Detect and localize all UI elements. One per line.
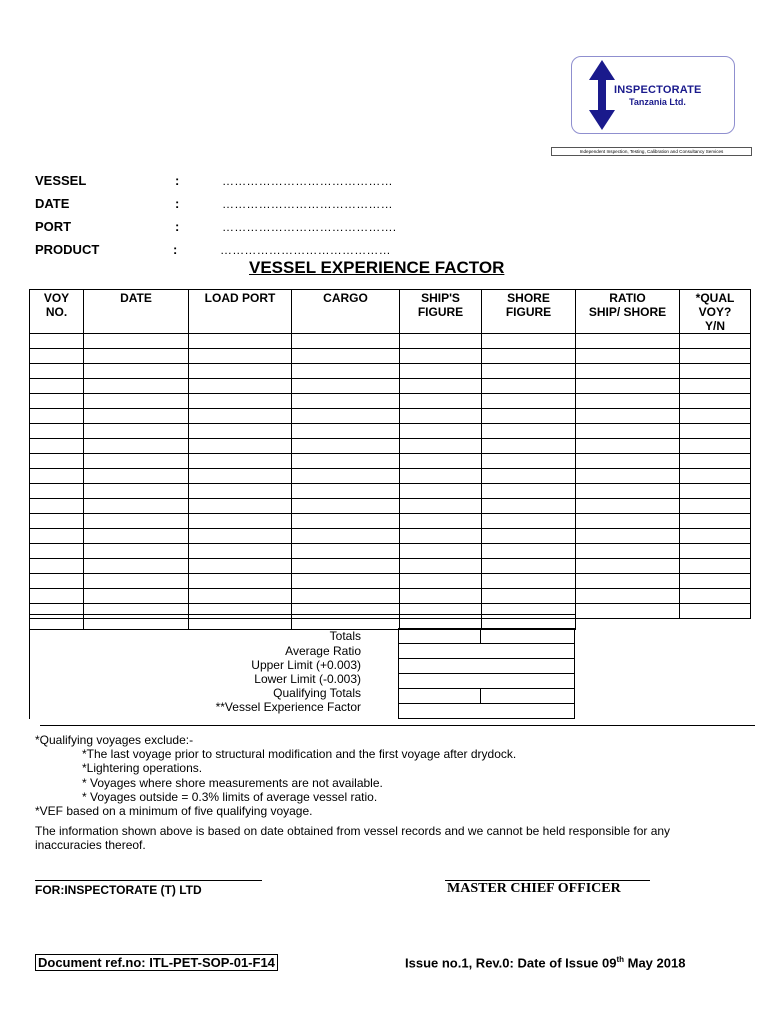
table-cell[interactable] — [189, 484, 292, 499]
table-cell[interactable] — [30, 529, 84, 544]
table-row — [30, 334, 751, 349]
table-cell[interactable] — [84, 349, 189, 364]
table-cell[interactable] — [400, 559, 482, 574]
table-cell[interactable] — [576, 349, 680, 364]
table-cell[interactable] — [680, 364, 751, 379]
table-row — [30, 544, 751, 559]
table-cell[interactable] — [189, 349, 292, 364]
table-row — [30, 574, 751, 589]
table-cell[interactable] — [576, 394, 680, 409]
lower-limit-field[interactable] — [398, 673, 575, 689]
table-cell[interactable] — [482, 544, 576, 559]
table-cell[interactable] — [400, 574, 482, 589]
issue-info: Issue no.1, Rev.0: Date of Issue 09th May 2018 — [405, 955, 686, 971]
table-cell[interactable] — [576, 454, 680, 469]
table-cell[interactable] — [30, 499, 84, 514]
table-cell[interactable] — [680, 334, 751, 349]
table-cell[interactable] — [189, 424, 292, 439]
table-row — [30, 349, 751, 364]
table-cell[interactable] — [576, 544, 680, 559]
col-header-voy-no: VOY NO. — [30, 290, 84, 334]
table-cell[interactable] — [30, 349, 84, 364]
table-header-row — [30, 290, 751, 334]
totals-label: Totals — [329, 629, 361, 643]
table-cell[interactable] — [292, 394, 400, 409]
table-cell[interactable] — [482, 379, 576, 394]
table-cell[interactable] — [30, 334, 84, 349]
table-cell[interactable] — [189, 615, 292, 630]
table-cell[interactable] — [680, 439, 751, 454]
table-cell[interactable] — [482, 559, 576, 574]
col-header-ratio: RATIO SHIP/ SHORE — [576, 290, 680, 334]
table-cell[interactable] — [84, 424, 189, 439]
form-title: VESSEL EXPERIENCE FACTOR — [249, 258, 505, 277]
table-cell[interactable] — [189, 544, 292, 559]
table-cell[interactable] — [482, 574, 576, 589]
table-cell[interactable] — [482, 529, 576, 544]
col-header-qual-voy: *QUAL VOY? Y/N — [680, 290, 751, 334]
notes-heading: *Qualifying voyages exclude:- — [35, 733, 194, 747]
table-cell[interactable] — [189, 529, 292, 544]
logo-subtitle: Tanzania Ltd. — [629, 97, 686, 107]
table-row — [30, 469, 751, 484]
table-cell[interactable] — [84, 574, 189, 589]
table-cell[interactable] — [30, 454, 84, 469]
table-cell[interactable] — [400, 469, 482, 484]
ships-total-field[interactable] — [398, 628, 481, 644]
average-ratio-field[interactable] — [398, 643, 575, 659]
table-cell[interactable] — [84, 364, 189, 379]
table-cell[interactable] — [30, 514, 84, 529]
table-cell[interactable] — [30, 409, 84, 424]
table-cell[interactable] — [292, 615, 400, 630]
table-cell[interactable] — [482, 589, 576, 604]
table-cell[interactable] — [482, 349, 576, 364]
table-cell[interactable] — [680, 454, 751, 469]
table-cell[interactable] — [292, 424, 400, 439]
table-cell[interactable] — [680, 589, 751, 604]
document-reference: Document ref.no: ITL-PET-SOP-01-F14 — [35, 954, 278, 971]
col-header-date: DATE — [84, 290, 189, 334]
table-cell[interactable] — [30, 559, 84, 574]
qualifying-shore-total-field[interactable] — [480, 688, 575, 704]
table-cell[interactable] — [576, 364, 680, 379]
table-cell[interactable] — [680, 484, 751, 499]
upper-limit-label: Upper Limit (+0.003) — [251, 658, 361, 672]
table-cell[interactable] — [680, 469, 751, 484]
note-item: * Voyages outside = 0.3% limits of average vessel ratio. — [82, 790, 378, 804]
vessel-label: VESSEL — [35, 173, 87, 188]
table-row — [30, 364, 751, 379]
table-cell[interactable] — [680, 349, 751, 364]
lower-limit-label: Lower Limit (-0.003) — [254, 672, 361, 686]
table-cell[interactable] — [189, 409, 292, 424]
table-cell[interactable] — [30, 439, 84, 454]
table-cell[interactable] — [292, 544, 400, 559]
table-cell[interactable] — [292, 529, 400, 544]
table-cell[interactable] — [400, 439, 482, 454]
table-cell[interactable] — [482, 394, 576, 409]
table-cell[interactable] — [400, 514, 482, 529]
table-row — [30, 499, 751, 514]
product-colon: : — [173, 242, 178, 257]
table-row — [30, 439, 751, 454]
table-cell[interactable] — [680, 604, 751, 619]
table-cell[interactable] — [84, 615, 189, 630]
note-item: *The last voyage prior to structural modification and the first voyage after drydock. — [82, 747, 517, 761]
date-fill-line[interactable]: …………………………………… — [222, 197, 393, 211]
table-cell[interactable] — [400, 454, 482, 469]
table-cell[interactable] — [400, 379, 482, 394]
table-cell[interactable] — [189, 589, 292, 604]
table-row — [30, 529, 751, 544]
table-cell[interactable] — [482, 514, 576, 529]
section-divider — [40, 725, 755, 726]
table-cell[interactable] — [400, 589, 482, 604]
table-row — [30, 589, 751, 604]
table-cell[interactable] — [292, 469, 400, 484]
table-cell[interactable] — [30, 424, 84, 439]
shore-total-field[interactable] — [480, 628, 575, 644]
table-cell[interactable] — [680, 424, 751, 439]
table-cell[interactable] — [482, 409, 576, 424]
port-fill-line[interactable]: ……………………………………. — [222, 220, 397, 234]
table-cell[interactable] — [400, 394, 482, 409]
table-cell[interactable] — [680, 514, 751, 529]
table-cell[interactable] — [680, 379, 751, 394]
table-cell[interactable] — [189, 439, 292, 454]
vef-field[interactable] — [398, 703, 575, 719]
table-cell[interactable] — [576, 574, 680, 589]
table-cell[interactable] — [292, 499, 400, 514]
table-cell[interactable] — [576, 499, 680, 514]
master-signature-label: MASTER CHIEF OFFICER — [447, 881, 621, 896]
table-cell[interactable] — [30, 484, 84, 499]
vessel-colon: : — [175, 173, 180, 188]
table-cell[interactable] — [576, 529, 680, 544]
qualifying-totals-label: Qualifying Totals — [273, 686, 361, 700]
table-cell[interactable] — [84, 409, 189, 424]
table-cell[interactable] — [189, 469, 292, 484]
date-label: DATE — [35, 196, 70, 211]
table-cell[interactable] — [576, 424, 680, 439]
table-cell[interactable] — [189, 379, 292, 394]
table-cell[interactable] — [30, 469, 84, 484]
port-colon: : — [175, 219, 180, 234]
table-cell[interactable] — [30, 364, 84, 379]
qualifying-ships-total-field[interactable] — [398, 688, 481, 704]
table-cell[interactable] — [482, 469, 576, 484]
logo-tagline: Independent Inspection, Testing, Calibration and Consultancy Services — [551, 147, 752, 156]
inspectorate-signature-line[interactable] — [35, 880, 262, 881]
table-cell[interactable] — [680, 409, 751, 424]
table-cell[interactable] — [84, 469, 189, 484]
table-cell[interactable] — [482, 454, 576, 469]
logo-name: INSPECTORATE — [614, 84, 702, 96]
table-cell[interactable] — [84, 454, 189, 469]
port-label: PORT — [35, 219, 72, 234]
table-cell[interactable] — [292, 334, 400, 349]
table-cell[interactable] — [189, 364, 292, 379]
table-cell[interactable] — [576, 559, 680, 574]
table-cell[interactable] — [400, 349, 482, 364]
table-cell[interactable] — [84, 379, 189, 394]
product-label: PRODUCT — [35, 242, 100, 257]
table-cell[interactable] — [482, 499, 576, 514]
table-cell[interactable] — [189, 334, 292, 349]
table-cell[interactable] — [576, 469, 680, 484]
table-cell[interactable] — [292, 454, 400, 469]
table-cell[interactable] — [482, 334, 576, 349]
table-cell[interactable] — [576, 604, 680, 619]
table-cell[interactable] — [189, 454, 292, 469]
table-cell[interactable] — [482, 484, 576, 499]
table-cell[interactable] — [292, 439, 400, 454]
product-fill-line[interactable]: …………………………………… — [220, 243, 391, 257]
table-cell[interactable] — [30, 544, 84, 559]
table-cell[interactable] — [292, 574, 400, 589]
table-cell[interactable] — [189, 499, 292, 514]
table-row — [30, 424, 751, 439]
table-cell[interactable] — [680, 544, 751, 559]
table-cell[interactable] — [84, 544, 189, 559]
table-cell[interactable] — [292, 349, 400, 364]
col-header-ships-figure: SHIP'S FIGURE — [400, 290, 482, 334]
table-cell[interactable] — [292, 559, 400, 574]
table-row — [30, 559, 751, 574]
table-cell[interactable] — [84, 439, 189, 454]
table-cell[interactable] — [292, 409, 400, 424]
table-cell[interactable] — [84, 529, 189, 544]
table-cell[interactable] — [292, 364, 400, 379]
table-cell[interactable] — [30, 574, 84, 589]
table-cell[interactable] — [400, 484, 482, 499]
table-cell[interactable] — [30, 615, 84, 630]
note-item: *Lightering operations. — [82, 761, 203, 775]
upper-limit-field[interactable] — [398, 658, 575, 674]
note-item: * Voyages where shore measurements are not available. — [82, 776, 383, 790]
col-header-cargo: CARGO — [292, 290, 400, 334]
table-cell[interactable] — [292, 379, 400, 394]
inspectorate-signature-label: FOR:INSPECTORATE (T) LTD — [35, 883, 202, 897]
table-cell[interactable] — [189, 574, 292, 589]
table-cell[interactable] — [400, 499, 482, 514]
table-cell[interactable] — [680, 559, 751, 574]
table-cell[interactable] — [482, 424, 576, 439]
table-cell[interactable] — [84, 394, 189, 409]
table-cell[interactable] — [30, 589, 84, 604]
table-cell[interactable] — [482, 439, 576, 454]
vessel-fill-line[interactable]: …………………………………… — [222, 174, 393, 188]
table-cell[interactable] — [189, 394, 292, 409]
table-cell[interactable] — [292, 484, 400, 499]
table-row — [30, 484, 751, 499]
table-cell[interactable] — [576, 484, 680, 499]
table-cell[interactable] — [84, 559, 189, 574]
table-cell[interactable] — [400, 529, 482, 544]
disclaimer-line-2: inaccuracies thereof. — [35, 838, 146, 852]
table-cell[interactable] — [576, 409, 680, 424]
table-cell[interactable] — [680, 499, 751, 514]
table-cell[interactable] — [189, 559, 292, 574]
table-row — [30, 409, 751, 424]
table-cell[interactable] — [400, 364, 482, 379]
table-cell[interactable] — [482, 364, 576, 379]
table-cell[interactable] — [576, 334, 680, 349]
average-ratio-label: Average Ratio — [285, 644, 361, 658]
table-cell[interactable] — [576, 589, 680, 604]
vef-label: **Vessel Experience Factor — [215, 700, 361, 714]
table-cell[interactable] — [84, 514, 189, 529]
col-header-shore-figure: SHORE FIGURE — [482, 290, 576, 334]
table-cell[interactable] — [292, 514, 400, 529]
table-cell[interactable] — [576, 514, 680, 529]
date-colon: : — [175, 196, 180, 211]
voyage-table — [29, 289, 751, 619]
disclaimer-line-1: The information shown above is based on date obtained from vessel records and we cannot be held responsible for any — [35, 824, 671, 838]
table-cell[interactable] — [400, 424, 482, 439]
table-cell[interactable] — [680, 394, 751, 409]
table-cell[interactable] — [189, 514, 292, 529]
table-cell[interactable] — [292, 589, 400, 604]
table-cell[interactable] — [84, 499, 189, 514]
table-row — [30, 394, 751, 409]
table-cell[interactable] — [680, 574, 751, 589]
table-cell[interactable] — [400, 409, 482, 424]
table-cell[interactable] — [84, 334, 189, 349]
vef-note: *VEF based on a minimum of five qualifying voyage. — [35, 804, 313, 818]
table-cell[interactable] — [680, 529, 751, 544]
col-header-load-port: LOAD PORT — [189, 290, 292, 334]
table-row — [30, 379, 751, 394]
table-row — [30, 454, 751, 469]
table-cell[interactable] — [400, 334, 482, 349]
table-cell[interactable] — [576, 439, 680, 454]
table-cell[interactable] — [30, 379, 84, 394]
table-cell[interactable] — [84, 484, 189, 499]
table-cell[interactable] — [30, 394, 84, 409]
table-cell[interactable] — [576, 379, 680, 394]
table-cell[interactable] — [400, 544, 482, 559]
table-row — [30, 514, 751, 529]
table-cell[interactable] — [84, 589, 189, 604]
